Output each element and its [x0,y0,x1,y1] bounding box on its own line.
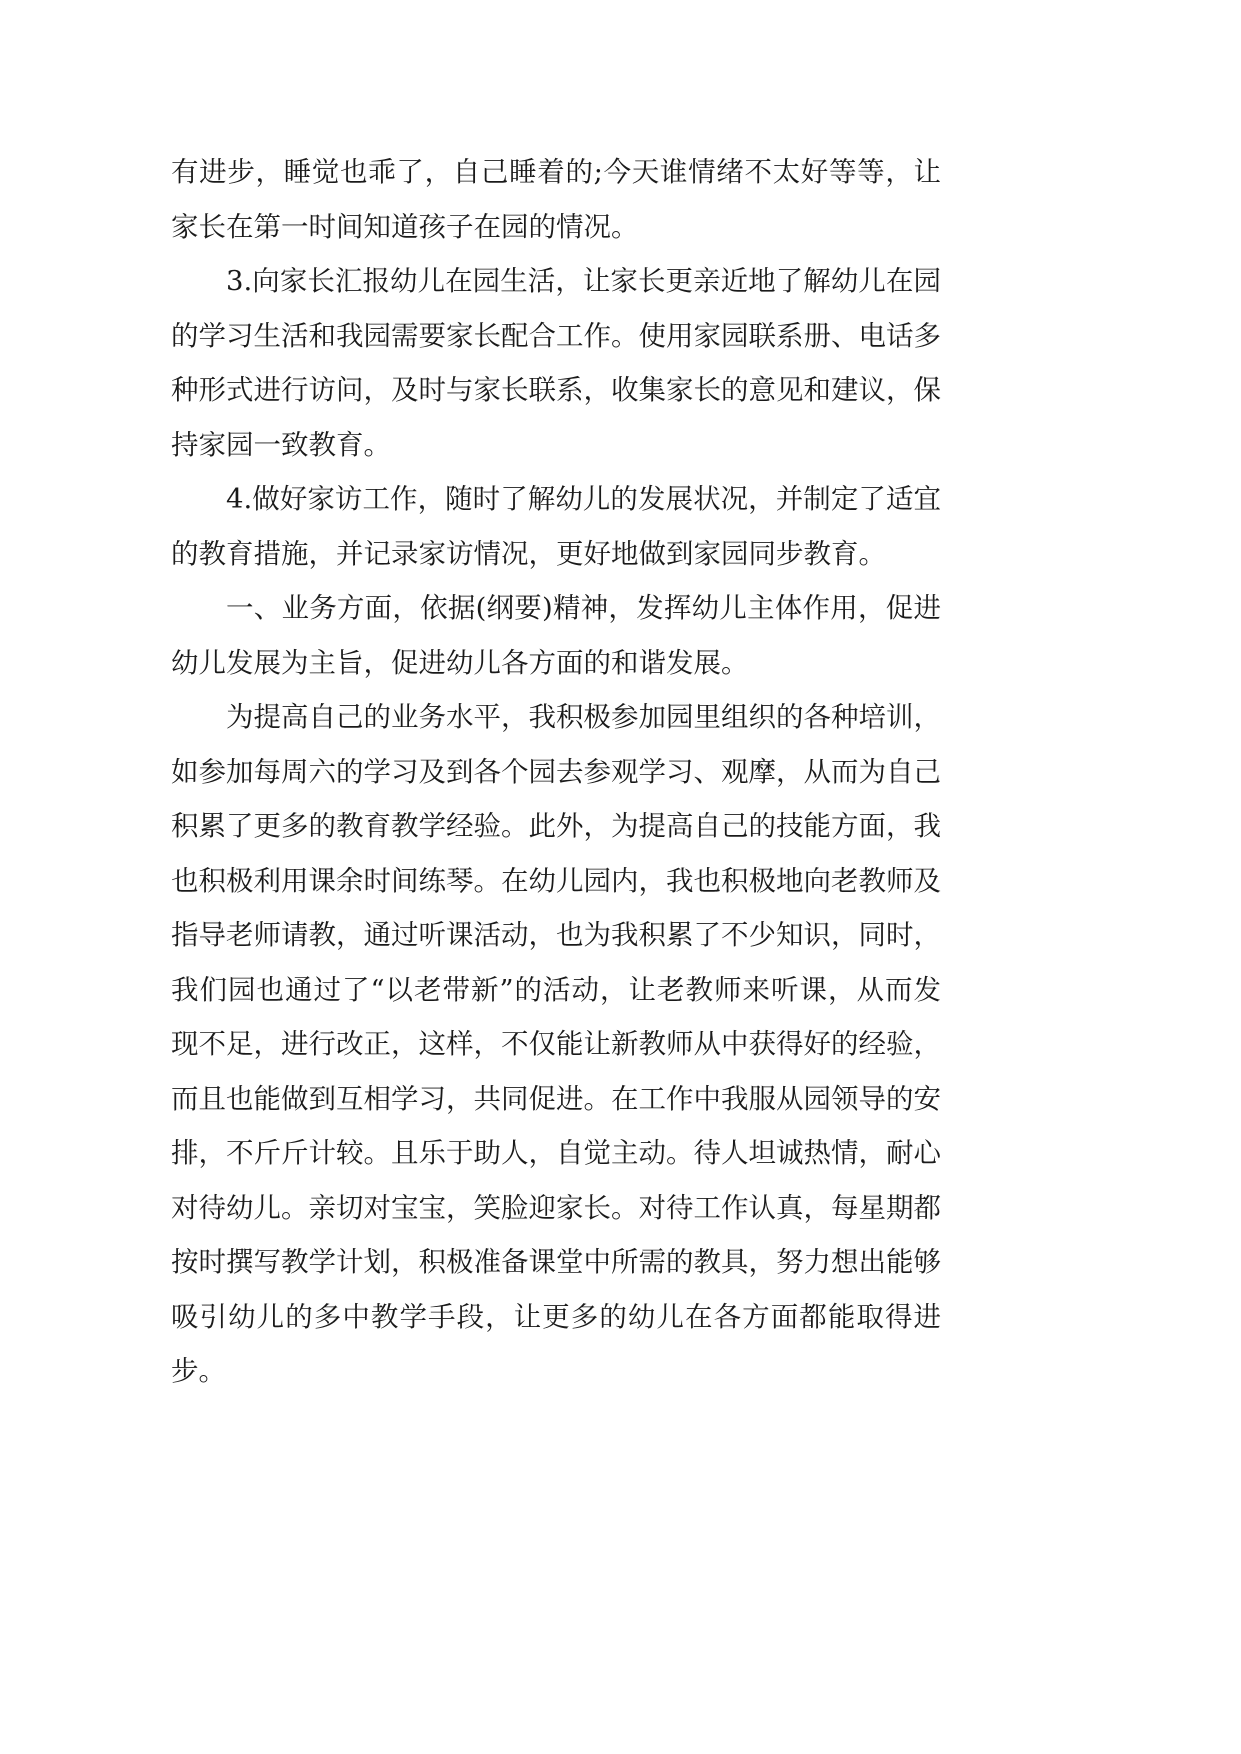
paragraph-item-4: 4.做好家访工作，随时了解幼儿的发展状况，并制定了适宜的教育措施，并记录家访情况，更好地做到家园同步教育。 [171,483,941,570]
paragraph-section-business: 一、业务方面，依据(纲要)精神，发挥幼儿主体作用，促进幼儿发展为主旨，促进幼儿各方面的和谐发展。 [171,592,941,679]
paragraph-continuation: 有进步，睡觉也乖了，自己睡着的;今天谁情绪不太好等等，让家长在第一时间知道孩子在园的情况。 [171,156,941,243]
paragraph-professional-growth: 为提高自己的业务水平，我积极参加园里组织的各种培训，如参加每周六的学习及到各个园去参观学习、观摩，从而为自己积累了更多的教育教学经验。此外，为提高自己的技能方面，我也积极利用课余时间练琴。在幼儿园内，我也积极地向老教师及指导老师请教，通过听课活动，也为我积累了不少知识，同时，我们园也通过了“以老带新”的活动，让老教师来听课，从而发现不足，进行改正，这样，不仅能让新教师从中获得好的经验，而且也能做到互相学习，共同促进。在工作中我服从园领导的安排，不斤斤计较。且乐于助人，自觉主动。待人坦诚热情，耐心对待幼儿。亲切对宝宝，笑脸迎家长。对待工作认真，每星期都按时撰写教学计划，积极准备课堂中所需的教具，努力想出能够吸引幼儿的多中教学手段，让更多的幼儿在各方面都能取得进步。 [171,701,941,1387]
document-body [171,145,941,1399]
paragraph-item-3: 3.向家长汇报幼儿在园生活，让家长更亲近地了解幼儿在园的学习生活和我园需要家长配合工作。使用家园联系册、电话多种形式进行访问，及时与家长联系，收集家长的意见和建议，保持家园一致教育。 [171,265,941,461]
